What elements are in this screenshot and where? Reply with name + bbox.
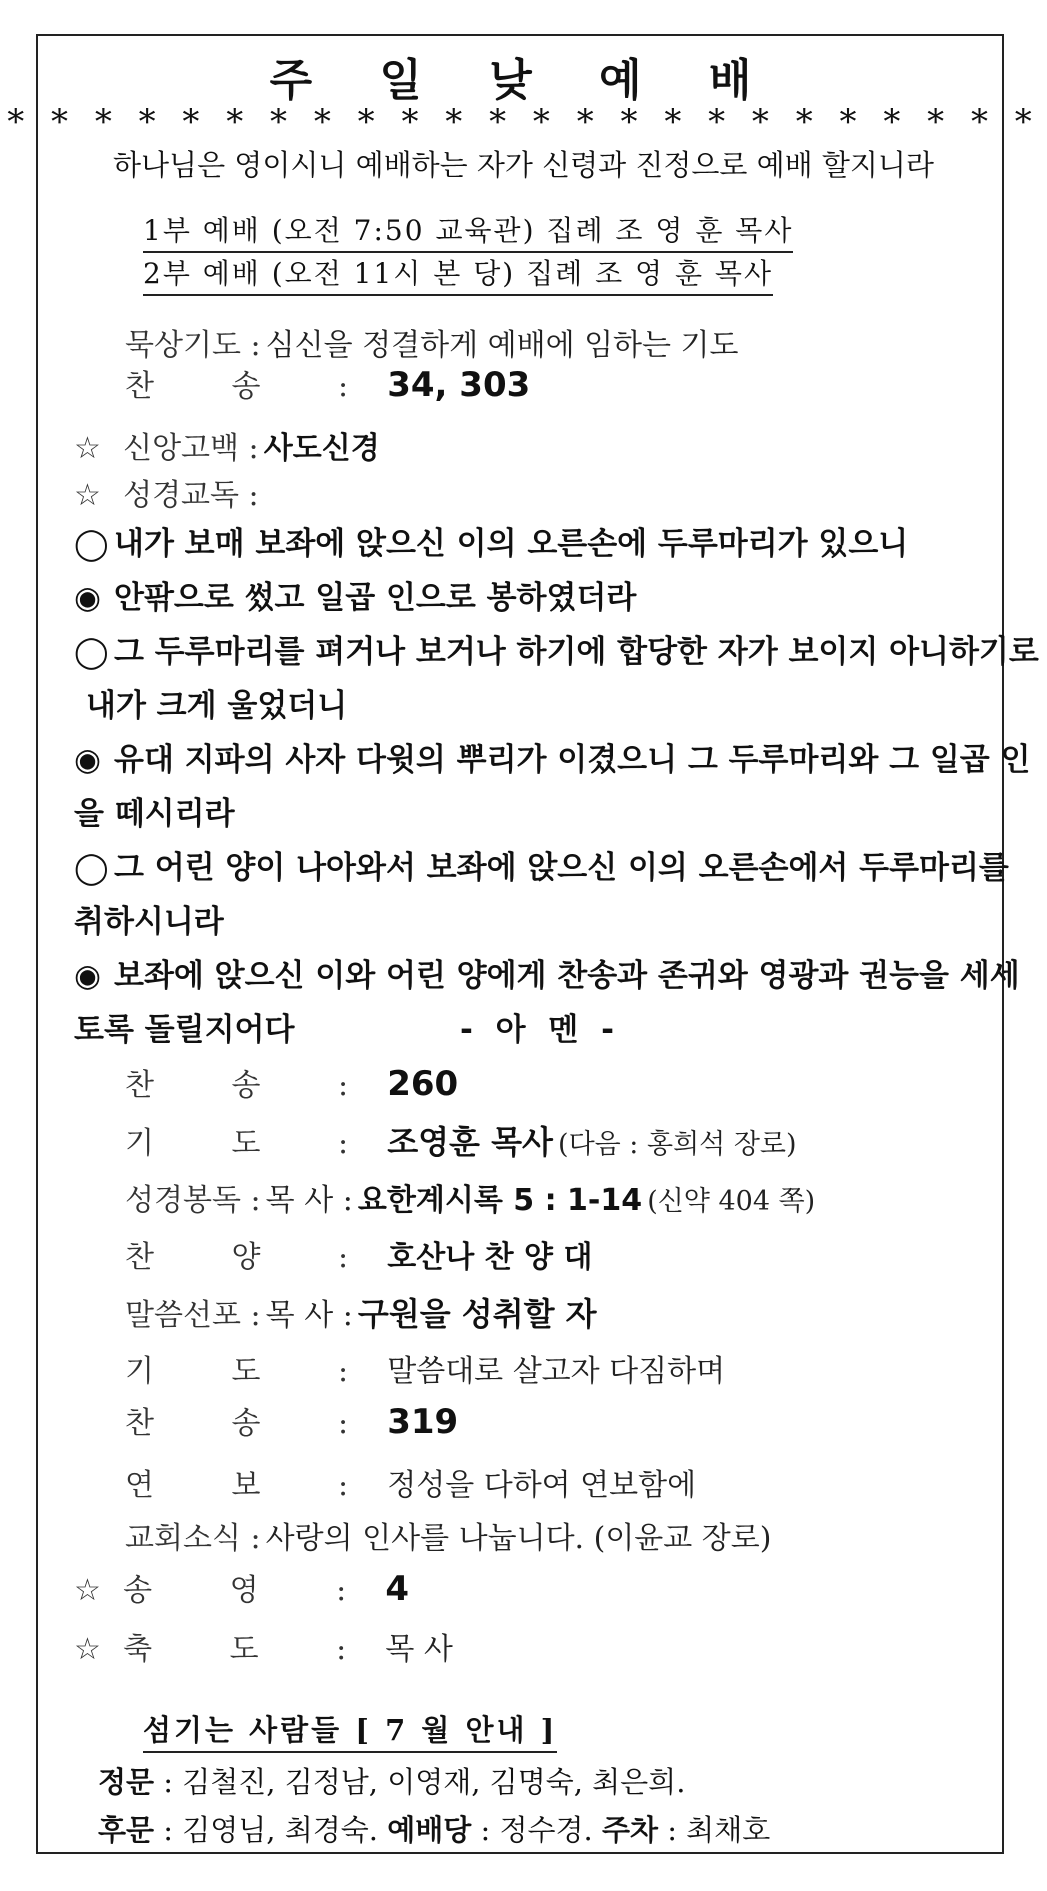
parking-names: : 최채호: [667, 1813, 771, 1847]
reading-line-3: ◯ 그 두루마리를 펴거나 보거나 하기에 합당한 자가 보이지 아니하기로: [74, 634, 1039, 670]
page-title: 주 일 낮 예 배: [269, 55, 778, 106]
reading-line-4-cont: 을 떼시리라: [74, 796, 235, 832]
hymn-3-value: 319: [387, 1402, 459, 1442]
hymn-1-row: [125, 361, 530, 405]
prayer-2-value: 말씀대로 살고자 다짐하며: [387, 1354, 726, 1389]
meditation-row: [125, 320, 739, 364]
chapel-label: 예배당: [387, 1813, 472, 1847]
leader-circle-icon: ◯: [74, 634, 109, 670]
reading-line-2: ◉ 안팎으로 썼고 일곱 인으로 봉하였더라: [74, 580, 637, 616]
hymn-1-label: 찬 송 :: [125, 369, 383, 404]
bible-reading-label: 성경봉독 :: [125, 1183, 261, 1218]
reading-line-6-cont: 토록 돌릴지어다: [74, 1012, 295, 1048]
star-icon: ☆: [74, 1632, 101, 1667]
benediction-row: [74, 1624, 453, 1668]
doxology-row: [74, 1565, 409, 1609]
anthem-value: 호산나 찬 양 대: [387, 1240, 593, 1275]
reading-line-1: ◯ 내가 보매 보좌에 앉으신 이의 오른손에 두루마리가 있으니: [74, 526, 909, 562]
meditation-value: 심신을 정결하게 예배에 임하는 기도: [265, 328, 739, 363]
front-door-row: [98, 1760, 685, 1801]
anthem-row: [125, 1232, 592, 1276]
creed-value: 사도신경: [263, 431, 380, 466]
doxology-label: 송 영 :: [123, 1573, 381, 1608]
sermon-value: 구원을 성취할 자: [357, 1295, 597, 1333]
bible-reading-who: 목 사 :: [265, 1183, 353, 1218]
offering-label: 연 보 :: [125, 1468, 383, 1503]
parking-label: 주차: [601, 1813, 658, 1847]
prayer-2-row: [125, 1346, 725, 1390]
doxology-value: 4: [385, 1569, 409, 1609]
reading-label: 성경교독 :: [123, 478, 259, 513]
amen: - 아 멘 -: [460, 1012, 621, 1048]
prayer-next: (다음 : 홍희석 장로): [558, 1129, 797, 1160]
leader-circle-icon: ◯: [74, 850, 109, 886]
back-door-row: [98, 1808, 770, 1849]
hymn-1-value: 34, 303: [387, 365, 531, 405]
reading-line-5-cont: 취하시니라: [74, 904, 224, 940]
offering-value: 정성을 다하여 연보함에: [387, 1468, 697, 1503]
reading-line-4: ◉ 유대 지파의 사자 다윗의 뿌리가 이겼으니 그 두루마리와 그 일곱 인: [74, 742, 1031, 778]
back-door-label: 후문: [98, 1813, 155, 1847]
bible-reading-value: 요한계시록 5 : 1-14: [357, 1183, 643, 1218]
service-1: 1부 예배 (오전 7:50 교육관) 집례 조 영 훈 목사: [143, 209, 793, 253]
creed-row: [74, 423, 380, 467]
guide-heading: 섬기는 사람들 [ 7 월 안내 ]: [143, 1708, 557, 1753]
reading-line-6: ◉ 보좌에 앉으신 이와 어린 양에게 찬송과 존귀와 영광과 권능을 세세: [74, 958, 1020, 994]
prayer-label: 기 도 :: [125, 1126, 383, 1161]
congregation-dot-icon: ◉: [74, 958, 102, 994]
benediction-value: 목 사: [385, 1632, 453, 1667]
sermon-label: 말씀선포 :: [125, 1298, 261, 1333]
motto: 하나님은 영이시니 예배하는 자가 신령과 진정으로 예배 할지니라: [113, 148, 934, 182]
creed-label: 신앙고백 :: [123, 431, 259, 466]
chapel-names: : 정수경.: [480, 1813, 593, 1847]
prayer-row: [125, 1117, 797, 1163]
sermon-who: 목 사 :: [265, 1298, 353, 1333]
congregation-dot-icon: ◉: [74, 580, 102, 616]
offering-row: [125, 1460, 696, 1504]
front-door-names: : 김철진, 김정남, 이영재, 김명숙, 최은희.: [163, 1765, 686, 1799]
back-door-names: : 김영님, 최경숙.: [163, 1813, 378, 1847]
service-2: 2부 예배 (오전 11시 본 당) 집례 조 영 훈 목사: [143, 252, 773, 296]
hymn-2-row: [125, 1060, 458, 1104]
star-divider: * * * * * * * * * * * * * * * * * * * * * * * *: [7, 102, 1040, 142]
leader-circle-icon: ◯: [74, 526, 109, 562]
reading-line-3-cont: 내가 크게 울었더니: [86, 688, 348, 724]
bible-reading-row: [125, 1175, 815, 1219]
reading-line-5: ◯ 그 어린 양이 나아와서 보좌에 앉으신 이의 오른손에서 두루마리를: [74, 850, 1009, 886]
reading-row: [74, 470, 259, 514]
star-icon: ☆: [74, 431, 101, 466]
bible-reading-page: (신약 404 쪽): [647, 1186, 816, 1217]
hymn-2-value: 260: [387, 1064, 459, 1104]
church-news-row: [125, 1513, 771, 1557]
hymn-3-row: [125, 1398, 458, 1442]
meditation-label: 묵상기도 :: [125, 328, 261, 363]
hymn-2-label: 찬 송 :: [125, 1068, 383, 1103]
prayer-2-label: 기 도 :: [125, 1354, 383, 1389]
front-door-label: 정문: [98, 1765, 155, 1799]
congregation-dot-icon: ◉: [74, 742, 102, 778]
anthem-label: 찬 양 :: [125, 1240, 383, 1275]
star-icon: ☆: [74, 1573, 101, 1608]
star-icon: ☆: [74, 478, 101, 513]
hymn-3-label: 찬 송 :: [125, 1406, 383, 1441]
prayer-value: 조영훈 목사: [387, 1123, 553, 1161]
church-news-label: 교회소식 :: [125, 1521, 261, 1556]
church-news-value: 사랑의 인사를 나눕니다. (이윤교 장로): [265, 1521, 772, 1556]
benediction-label: 축 도 :: [123, 1632, 381, 1667]
sermon-row: [125, 1289, 597, 1335]
